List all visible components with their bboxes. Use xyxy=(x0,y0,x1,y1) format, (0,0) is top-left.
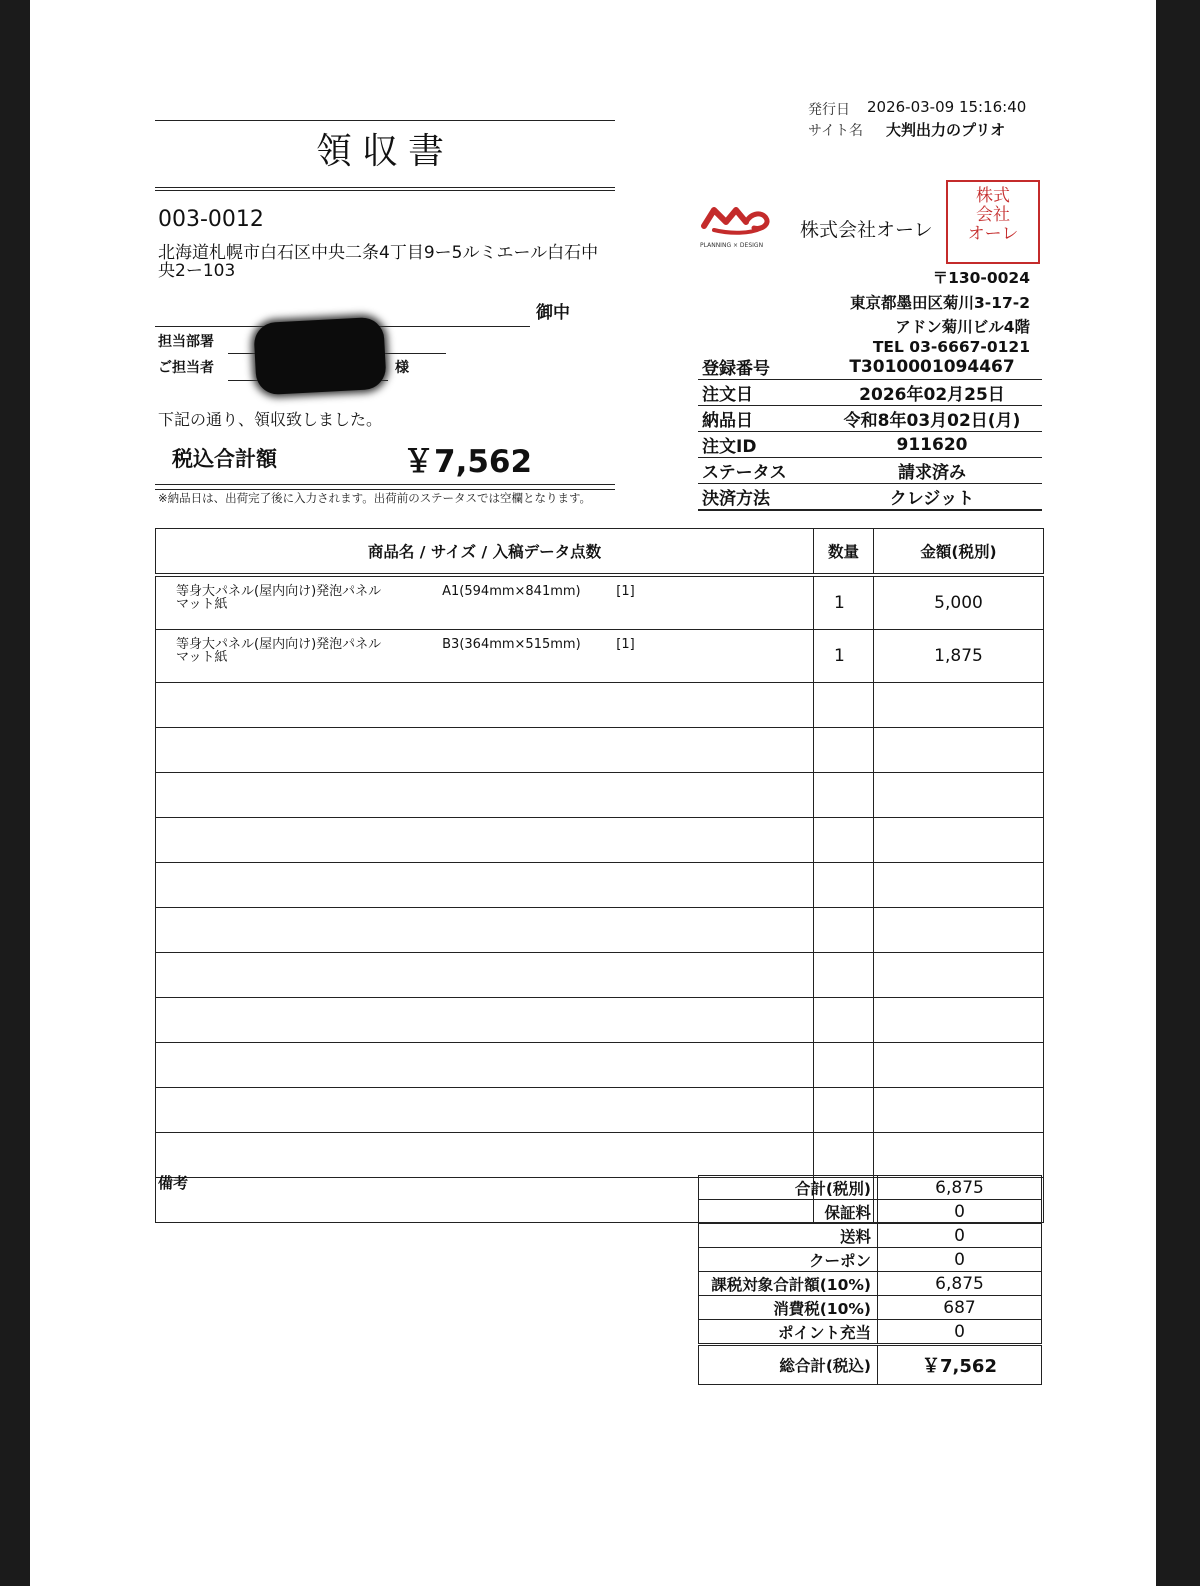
empty-row xyxy=(156,908,1044,953)
company-logo-icon xyxy=(700,200,780,250)
summary-value: 0 xyxy=(878,1200,1042,1224)
item-size: A1(594mm×841mm) xyxy=(442,584,581,599)
item-count: [1] xyxy=(616,584,635,599)
page-title: 領収書 xyxy=(155,120,615,191)
order-info-value: 911620 xyxy=(822,432,1042,458)
empty-row xyxy=(156,773,1044,818)
order-info-label: ステータス xyxy=(698,458,822,484)
redaction-mark xyxy=(253,317,387,396)
summary-row xyxy=(699,1248,1042,1272)
summary-value: 6,875 xyxy=(878,1272,1042,1296)
col-header-amount: 金額(税別) xyxy=(874,529,1044,576)
remarks-label: 備考 xyxy=(158,1174,189,1192)
grand-total-label: 総合計(税込) xyxy=(699,1345,878,1385)
order-info-label: 登録番号 xyxy=(698,354,822,380)
order-info-label: 注文ID xyxy=(698,432,822,458)
item-amount: 1,875 xyxy=(874,630,1044,683)
summary-label: 消費税(10%) xyxy=(699,1296,878,1320)
summary-label: 課税対象合計額(10%) xyxy=(699,1272,878,1296)
summary-value: 0 xyxy=(878,1248,1042,1272)
customer-address: 北海道札幌市白石区中央二条4丁目9ー5ルミエール白石中央2ー103 xyxy=(158,243,599,281)
company-zip: 〒130-0024 xyxy=(932,269,1030,287)
order-info-value: 令和8年03月02日(月) xyxy=(822,406,1042,432)
summary-label: 保証料 xyxy=(699,1200,878,1224)
items-table xyxy=(155,528,1044,1223)
onchu-label: 御中 xyxy=(536,303,570,323)
item-paper: マット紙 xyxy=(176,650,228,665)
empty-row xyxy=(156,1133,1044,1178)
item-qty: 1 xyxy=(814,575,874,630)
delivery-footnote: ※納品日は、出荷完了後に入力されます。出荷前のステータスでは空欄となります。 xyxy=(158,491,592,505)
company-tel: TEL 03-6667-0121 xyxy=(872,338,1030,356)
seal-line: オーレ xyxy=(967,224,1019,244)
viewer-right-margin xyxy=(1156,0,1200,1586)
summary-value: 0 xyxy=(878,1224,1042,1248)
col-header-name: 商品名 / サイズ / 入稿データ点数 xyxy=(156,529,814,576)
empty-row xyxy=(156,683,1044,728)
summary-row xyxy=(699,1224,1042,1248)
summary-label: 合計(税別) xyxy=(699,1176,878,1200)
summary-label: ポイント充当 xyxy=(699,1320,878,1345)
order-info-value: クレジット xyxy=(822,484,1042,511)
table-row xyxy=(156,630,1044,683)
empty-row xyxy=(156,1043,1044,1088)
issue-date: 2026-03-09 15:16:40 xyxy=(867,98,1027,116)
empty-row xyxy=(156,818,1044,863)
order-info-value: 2026年02月25日 xyxy=(822,380,1042,406)
customer-zip: 003-0012 xyxy=(158,207,264,232)
col-header-qty: 数量 xyxy=(814,529,874,576)
grand-total-row xyxy=(699,1345,1042,1385)
grand-total-value: ￥7,562 xyxy=(878,1345,1042,1385)
order-info-label: 注文日 xyxy=(698,380,822,406)
summary-table xyxy=(698,1175,1042,1385)
empty-row xyxy=(156,1088,1044,1133)
summary-row xyxy=(699,1176,1042,1200)
logo-caption: PLANNING × DESIGN xyxy=(700,242,764,249)
empty-row xyxy=(156,998,1044,1043)
summary-row xyxy=(699,1272,1042,1296)
company-seal xyxy=(946,180,1040,264)
site-name-label: サイト名 xyxy=(808,123,864,139)
summary-row xyxy=(699,1320,1042,1345)
order-info-row xyxy=(698,432,1042,458)
total-label: 税込合計額 xyxy=(172,447,277,471)
items-header-row xyxy=(156,529,1044,576)
seal-line: 会社 xyxy=(976,205,1010,225)
item-name: 等身大パネル(屋内向け)発泡パネル xyxy=(176,637,382,652)
order-info-value: 請求済み xyxy=(822,458,1042,484)
item-qty: 1 xyxy=(814,630,874,683)
summary-label: 送料 xyxy=(699,1224,878,1248)
dept-label: 担当部署 xyxy=(158,334,214,350)
empty-row xyxy=(156,863,1044,908)
order-info-row xyxy=(698,406,1042,432)
issue-date-label: 発行日 xyxy=(808,102,850,118)
order-info-row xyxy=(698,458,1042,484)
order-info-row xyxy=(698,354,1042,380)
order-info-label: 納品日 xyxy=(698,406,822,432)
order-info-value: T3010001094467 xyxy=(822,354,1042,380)
summary-row xyxy=(699,1200,1042,1224)
receipt-statement: 下記の通り、領収致しました。 xyxy=(158,410,383,429)
company-name: 株式会社オーレ xyxy=(800,219,933,241)
order-info-label: 決済方法 xyxy=(698,484,822,511)
total-amount: ￥7,562 xyxy=(403,444,533,480)
table-row xyxy=(156,575,1044,630)
summary-value: 687 xyxy=(878,1296,1042,1320)
summary-row xyxy=(699,1296,1042,1320)
summary-value: 6,875 xyxy=(878,1176,1042,1200)
summary-label: クーポン xyxy=(699,1248,878,1272)
item-name-cell xyxy=(156,630,814,683)
viewer-left-margin xyxy=(0,0,30,1586)
summary-value: 0 xyxy=(878,1320,1042,1345)
sama-label: 様 xyxy=(395,360,409,376)
order-info-row xyxy=(698,380,1042,406)
item-count: [1] xyxy=(616,637,635,652)
seal-line: 株式 xyxy=(976,186,1010,206)
empty-row xyxy=(156,953,1044,998)
site-name: 大判出力のプリオ xyxy=(886,121,1006,139)
order-info-row xyxy=(698,484,1042,511)
item-paper: マット紙 xyxy=(176,597,228,612)
item-name-cell xyxy=(156,575,814,630)
company-address1: 東京都墨田区菊川3-17-2 xyxy=(849,294,1030,312)
person-label: ご担当者 xyxy=(158,360,214,376)
item-amount: 5,000 xyxy=(874,575,1044,630)
company-address2: アドン菊川ビル4階 xyxy=(895,318,1030,336)
order-info-table xyxy=(698,354,1042,511)
empty-row xyxy=(156,728,1044,773)
item-size: B3(364mm×515mm) xyxy=(442,637,581,652)
item-name: 等身大パネル(屋内向け)発泡パネル xyxy=(176,584,382,599)
